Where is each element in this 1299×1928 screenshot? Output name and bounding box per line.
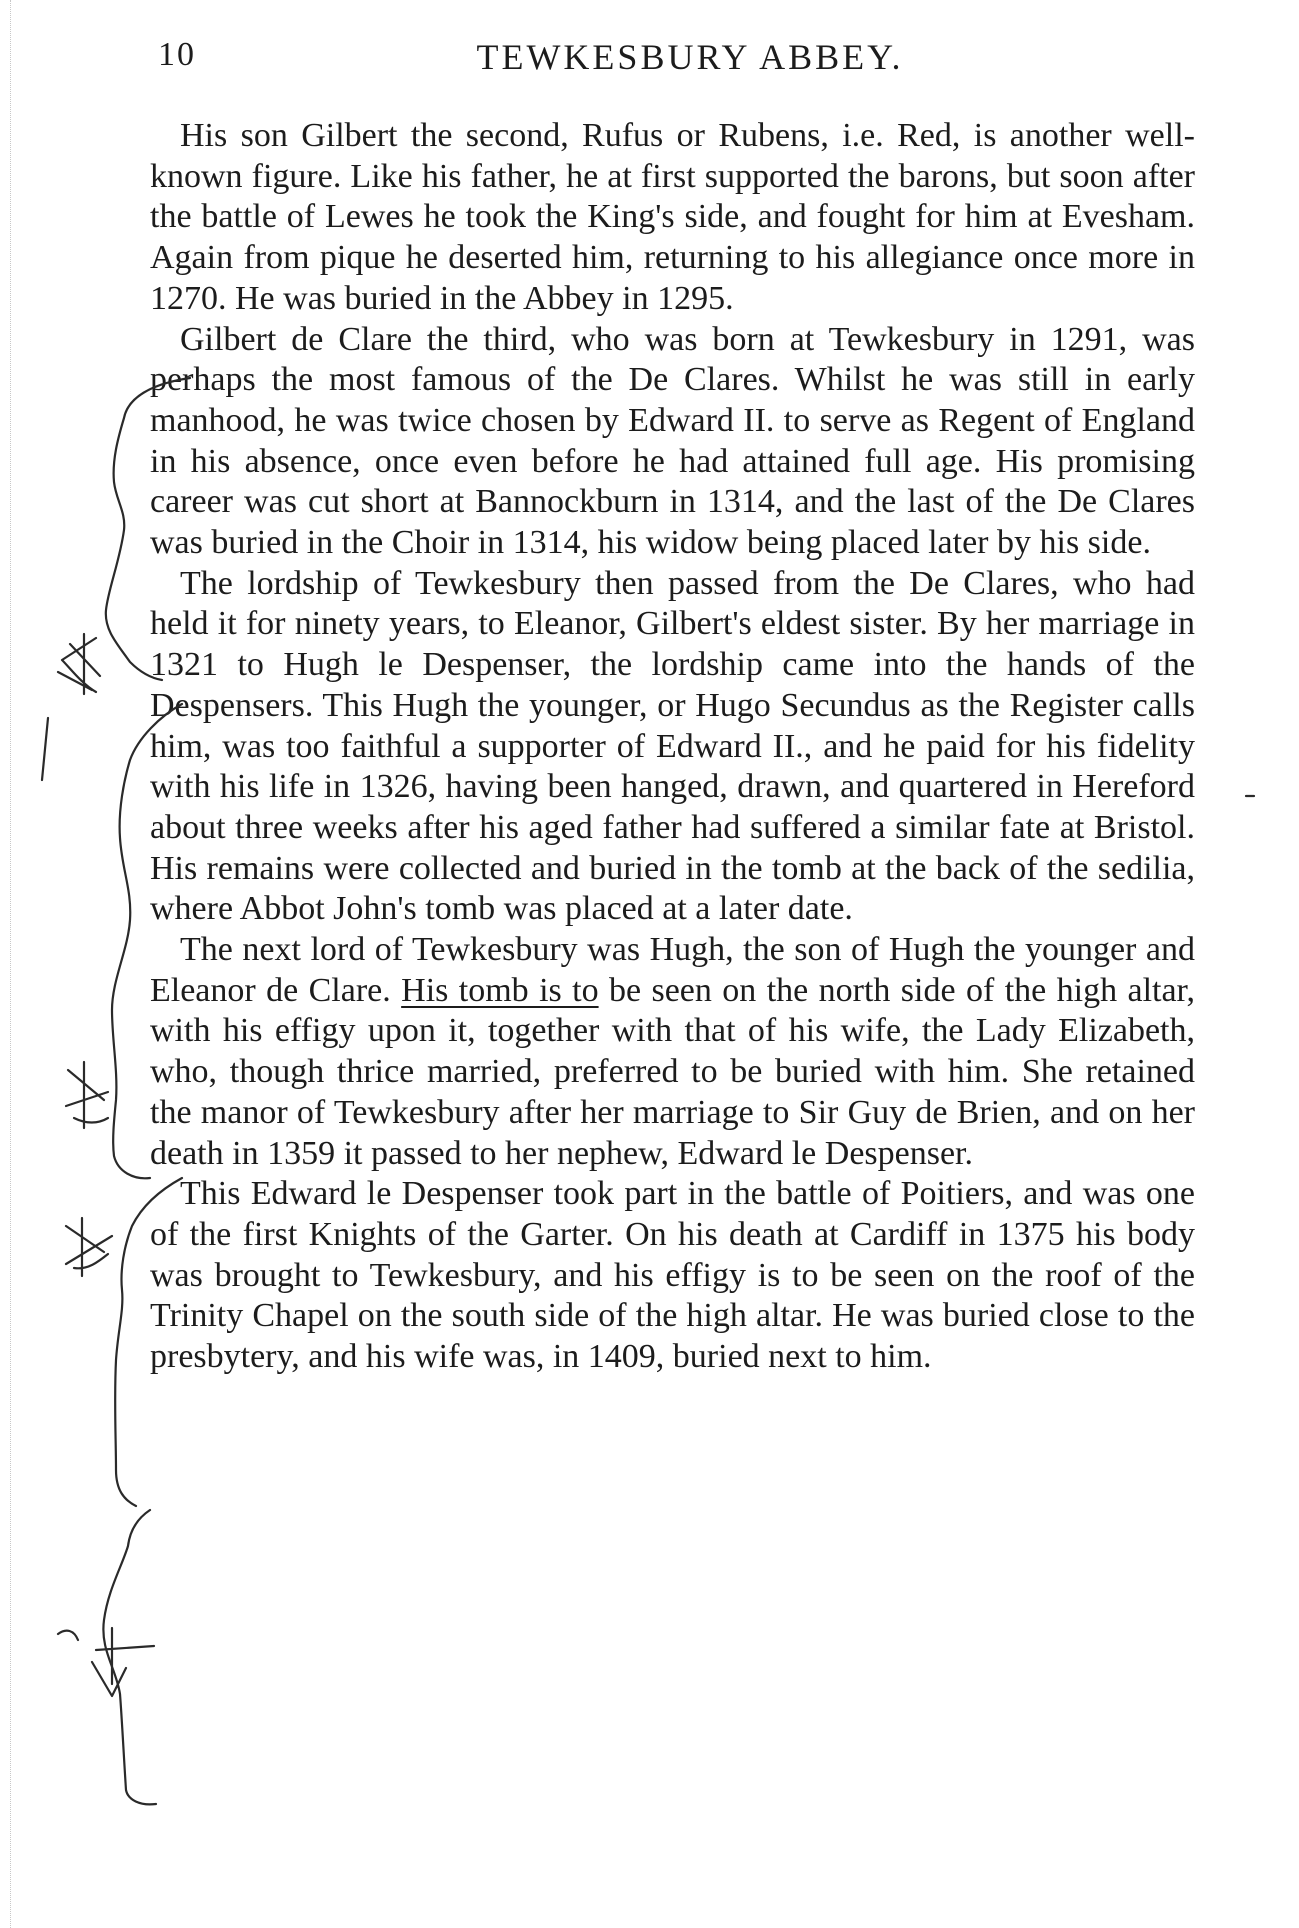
paragraph-gilbert-second: His son Gilbert the second, Rufus or Rubens, i.e. Red, is another well-known figure. Like his father, he at first supported the barons, but soon after the battle of Lewes he took the King's side, and fought for him at Evesham. Again from pique he deserted him, returning to his allegiance once more in 1270. He was buried in the Abbey in 1295.	[150, 117, 1195, 317]
paragraph-gilbert-third: Gilbert de Clare the third, who was born at Tewkesbury in 1291, was perhaps the most famous of the De Clares. Whilst he was still in early manhood, he was twice chosen by Edward II. to serve as Regent of England in his absence, once even before he had attained full age. His promising career was cut short at Bannockburn in 1314, and the last of the De Clares was buried in the Choir in 1314, his widow being placed later by his side.	[150, 320, 1195, 562]
page-header	[150, 36, 1190, 86]
paragraph-edward-le-despenser: This Edward le Despenser took part in the battle of Poitiers, and was one of the first Knights of the Garter. On his death at Cardiff in 1375 his body was brought to Tewkesbury, and his effigy is to be seen on the roof of the Trinity Chapel on the south side of the high altar. He was buried close to the presbytery, and his wife was, in 1409, buried next to him.	[150, 1175, 1195, 1376]
underlined-phrase: His tomb is to	[401, 971, 599, 1009]
paragraph-lordship-despensers: The lordship of Tewkesbury then passed from the De Clares, who had held it for ninety years, to Eleanor, Gilbert's eldest sister. By her marriage in 1321 to Hugh le Despenser, the lordship came into the hands of the Despensers. This Hugh the younger, or Hugo Secundus as the Register calls him, was too faithful a supporter of Edward II., and he paid for his fidelity with his life in 1326, having been hanged, drawn, and quartered in Hereford about three weeks after his aged father had suffered a similar fate at Bristol. His remains were collected and buried in the tomb at the back of the sedilia, where Abbot John's tomb was placed at a later date.	[150, 564, 1195, 928]
margin-star-3-icon	[66, 1218, 112, 1276]
margin-tick-1	[42, 718, 48, 780]
margin-bracket-4	[103, 1510, 156, 1804]
paragraph-text-end: be seen on the north side of the high altar, with his effigy upon it, together with that of his wife, the Lady Elizabeth, who, though thrice married, preferred to be buried with him. She retained the manor of Tewkesbury after her marriage to Sir Guy de Brien, and on her death in 1359 it passed to her nephew, Edward le Despenser.	[150, 971, 1196, 1172]
page-number: 10	[158, 36, 196, 73]
margin-star-4-icon	[58, 1628, 154, 1696]
margin-star-2-icon	[66, 1062, 108, 1128]
page-edge-shadow	[10, 0, 11, 1928]
paragraph-next-lord-hugh	[150, 930, 1195, 1174]
margin-star-1-icon	[58, 634, 100, 694]
paragraph-text-start: The next lord of Tewkesbury was Hugh, the son of Hugh the younger and Eleanor de Clare.	[150, 931, 1195, 1009]
running-title: TEWKESBURY ABBEY.	[476, 37, 904, 77]
body-text	[150, 116, 1195, 1378]
